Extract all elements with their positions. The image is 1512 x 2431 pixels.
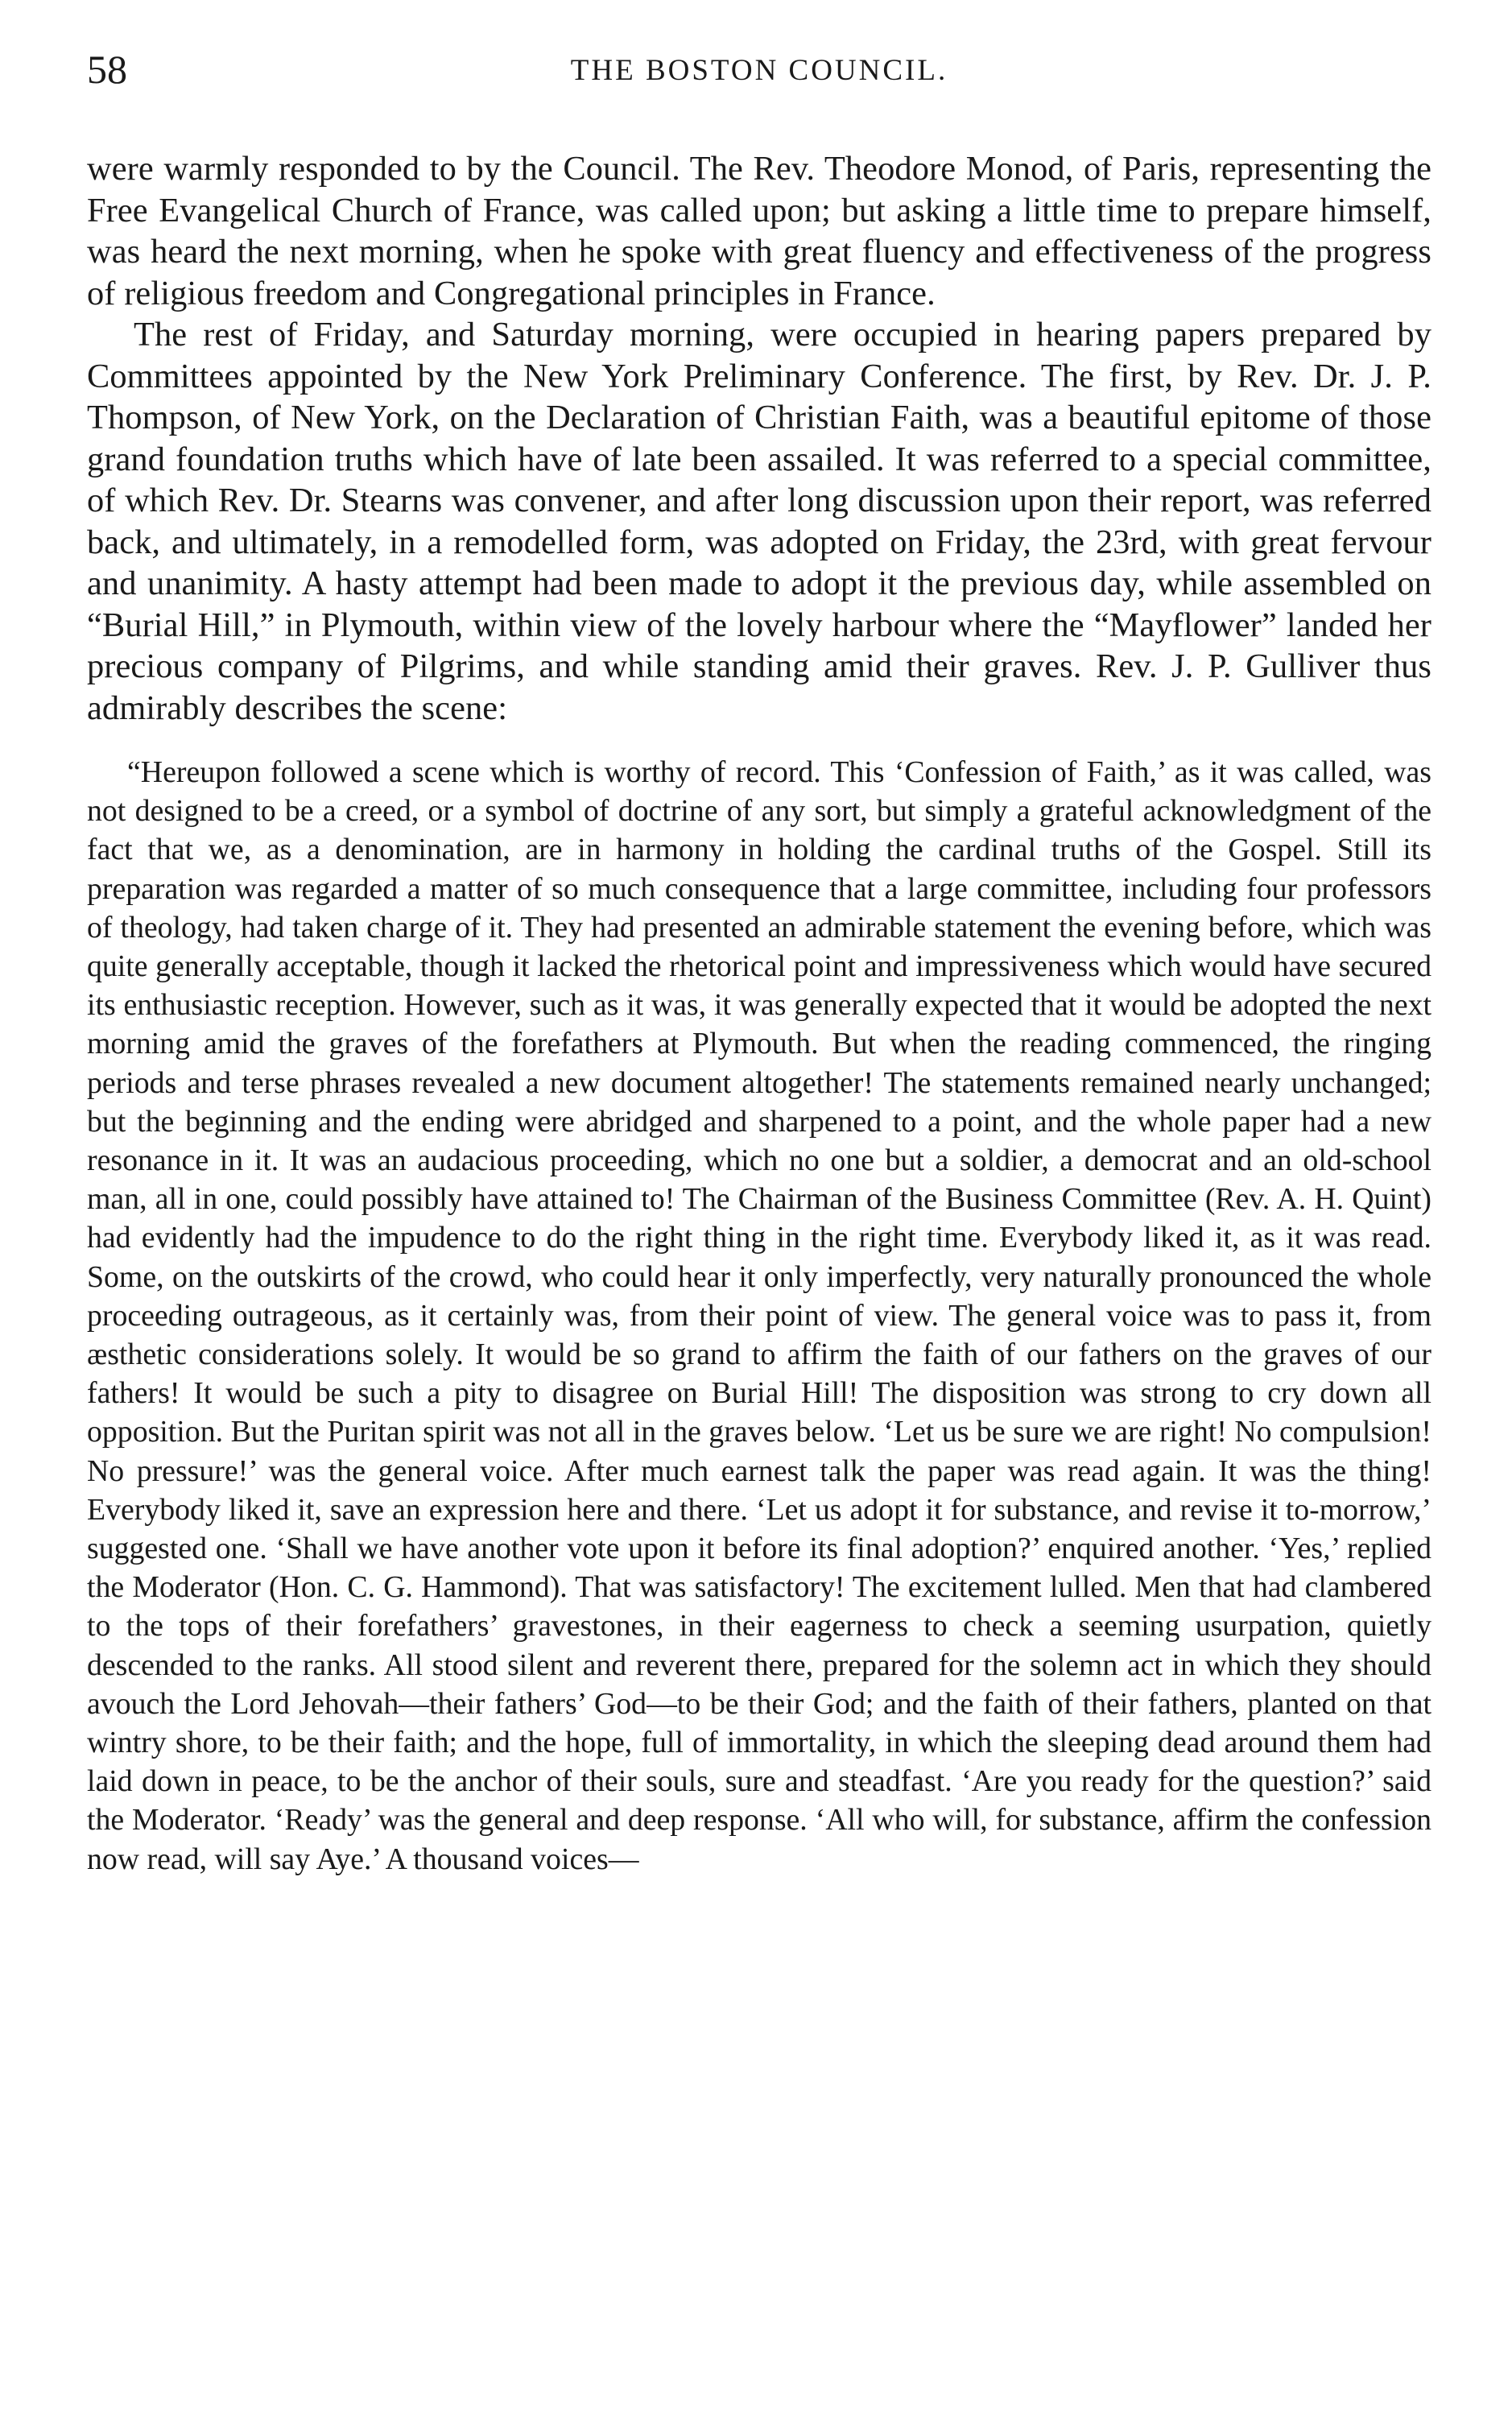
text-block — [87, 148, 1431, 1879]
running-title: THE BOSTON COUNCIL. — [570, 54, 948, 87]
block-quote-gulliver: “Hereupon followed a scene which is worthy of record. This ‘Confession of Faith,’ as it was called, was not designed to be a creed, or a symbol of doctrine of any sort, but simply a grateful acknowledgment of the fact that we, as a denomination, are in harmony in holding the cardinal truths of the Gospel. Still its preparation was regarded a matter of so much consequence that a large committee, including four professors of theology, had taken charge of it. They had presented an admirable statement the evening before, which was quite generally acceptable, though it lacked the rhetorical point and impressiveness which would have secured its enthusiastic reception. However, such as it was, it was generally expected that it would be adopted the next morning amid the graves of the forefathers at Plymouth. But when the reading commenced, the ringing periods and terse phrases revealed a new document altogether! The statements remained nearly unchanged; but the beginning and the ending were abridged and sharpened to a point, and the whole paper had a new resonance in it. It was an audacious proceeding, which no one but a soldier, a democrat and an old-school man, all in one, could possibly have attained to! The Chairman of the Business Committee (Rev. A. H. Quint) had evidently had the impudence to do the right thing in the right time. Everybody liked it, as it was read. Some, on the outskirts of the crowd, who could hear it only imperfectly, very naturally pronounced the whole proceeding outrageous, as it certainly was, from their point of view. The general voice was to pass it, from æsthetic considerations solely. It would be so grand to affirm the faith of our fathers on the graves of our fathers! It would be such a pity to disagree on Burial Hill! The disposition was strong to cry down all opposition. But the Puritan spirit was not all in the graves below. ‘Let us be sure we are right! No compulsion! No pressure!’ was the general voice. After much earnest talk the paper was read again. It was the thing! Everybody liked it, save an expression here and there. ‘Let us adopt it for substance, and revise it to-morrow,’ suggested one. ‘Shall we have another vote upon it before its final adoption?’ enquired another. ‘Yes,’ replied the Moderator (Hon. C. G. Hammond). That was satisfactory! The excitement lulled. Men that had clambered to the tops of their forefathers’ gravestones, in their eagerness to check a seeming usurpation, quietly descended to the ranks. All stood silent and reverent there, prepared for the solemn act in which they should avouch the Lord Jehovah—their fathers’ God—to be their God; and the faith of their fathers, planted on that wintry shore, to be their faith; and the hope, full of immortality, in which the sleeping dead around them had laid down in peace, to be the anchor of their souls, sure and steadfast. ‘Are you ready for the question?’ said the Moderator. ‘Ready’ was the general and deep response. ‘All who will, for substance, affirm the confession now read, will say Aye.’ A thousand voices— — [87, 755, 1431, 1876]
page-number: 58 — [87, 47, 127, 92]
paragraph-committee-papers: The rest of Friday, and Saturday morning, were occupied in hearing papers prepared by Committees appointed by the New York Preliminary Conference. The first, by Rev. Dr. J. P. Thompson, of New York, on the Declaration of Christian Faith, was a beautiful epitome of those grand foundation truths which have of late been assailed. It was referred to a special committee, of which Rev. Dr. Stearns was convener, and after long discussion upon their report, was referred back, and ultimately, in a remodelled form, was adopted on Friday, the 23rd, with great fervour and unanimity. A hasty attempt had been made to adopt it the previous day, while assembled on “Burial Hill,” in Plymouth, within view of the lovely harbour where the “Mayflower” landed her precious company of Pilgrims, and while standing amid their graves. Rev. J. P. Gulliver thus admirably describes the scene: — [87, 316, 1431, 727]
paragraph-continuation: were warmly responded to by the Council. The Rev. Theodore Monod, of Paris, representing the Free Evangelical Church of France, was called upon; but asking a little time to prepare himself, was heard the next morning, when he spoke with great fluency and effectiveness of the progress of religious freedom and Congregational principles in France. — [87, 150, 1431, 312]
running-head — [87, 47, 1431, 92]
